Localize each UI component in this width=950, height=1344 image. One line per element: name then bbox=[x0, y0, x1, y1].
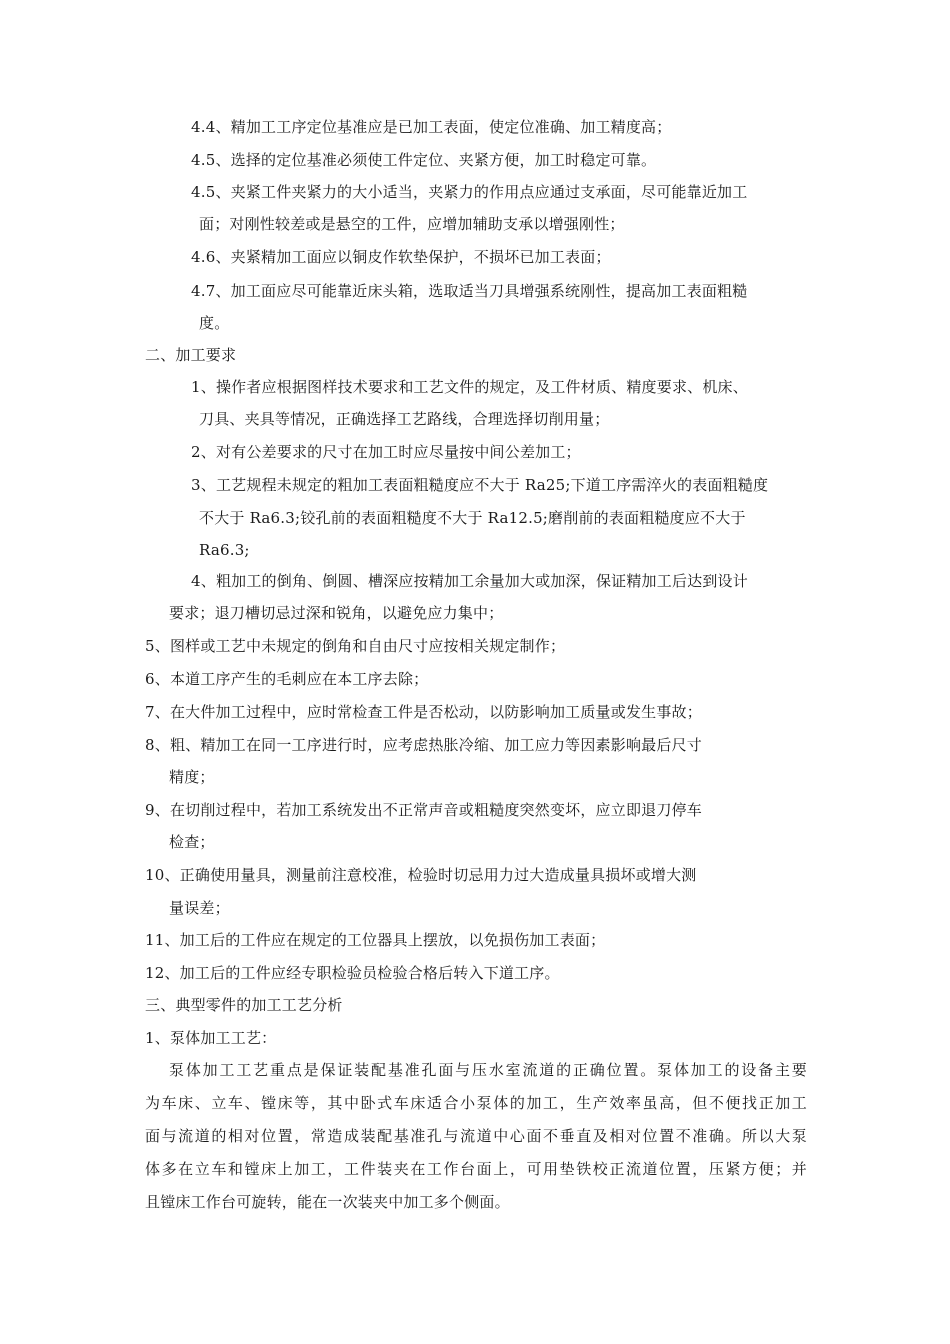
s2-item-7: 7、在大件加工过程中，应时常检查工件是否松动，以防影响加工质量或发生事故； bbox=[145, 703, 702, 721]
item-4-4: 4.4、精加工工序定位基准应是已加工表面，使定位准确、加工精度高； bbox=[191, 118, 672, 136]
s2-item-8: 8、粗、精加工在同一工序进行时，应考虑热胀冷缩、加工应力等因素影响最后尺寸 bbox=[145, 736, 702, 754]
item-4-6: 4.6、夹紧精加工面应以铜皮作软垫保护，不损坏已加工表面； bbox=[191, 248, 611, 266]
item-4-5a: 4.5、选择的定位基准必须使工件定位、夹紧方便，加工时稳定可靠。 bbox=[191, 151, 657, 169]
s3-para-line-2: 为车床、立车、镗床等，其中卧式车床适合小泵体的加工，生产效率虽高，但不便找正加工 bbox=[145, 1094, 807, 1112]
s2-item-3-cont2: Ra6.3; bbox=[199, 541, 250, 559]
s2-item-9-cont: 检查； bbox=[169, 833, 215, 851]
s3-para-line-4: 体多在立车和镗床上加工，工件装夹在工作台面上，可用垫铁校正流道位置，压紧方便；并 bbox=[145, 1160, 807, 1178]
s2-item-6: 6、本道工序产生的毛刺应在本工序去除； bbox=[145, 670, 429, 688]
s2-item-10: 10、正确使用量具，测量前注意校准，检验时切忌用力过大造成量具损坏或增大测 bbox=[145, 866, 697, 884]
item-4-7: 4.7、加工面应尽可能靠近床头箱，选取适当刀具增强系统刚性，提高加工表面粗糙 bbox=[191, 282, 748, 300]
item-4-7-cont: 度。 bbox=[199, 314, 230, 332]
section-3-heading: 三、典型零件的加工工艺分析 bbox=[145, 996, 343, 1014]
s3-para-line-5: 且镗床工作台可旋转，能在一次装夹中加工多个侧面。 bbox=[145, 1193, 510, 1211]
s2-item-1-cont: 刀具、夹具等情况，正确选择工艺路线，合理选择切削用量； bbox=[199, 410, 610, 428]
s2-item-11: 11、加工后的工件应在规定的工位器具上摆放，以免损伤加工表面； bbox=[145, 931, 606, 949]
s2-item-3-cont1: 不大于 Ra6.3;铰孔前的表面粗糙度不大于 Ra12.5;磨削前的表面粗糙度应不大于 bbox=[199, 509, 746, 527]
section-3-sub: 1、泵体加工工艺： bbox=[145, 1029, 277, 1047]
s2-item-1: 1、操作者应根据图样技术要求和工艺文件的规定，及工件材质、精度要求、机床、 bbox=[191, 378, 748, 396]
s3-para-line-1: 泵体加工工艺重点是保证装配基准孔面与压水室流道的正确位置。泵体加工的设备主要 bbox=[169, 1061, 807, 1079]
s2-item-4: 4、粗加工的倒角、倒圆、槽深应按精加工余量加大或加深，保证精加工后达到设计 bbox=[191, 572, 748, 590]
s2-item-4-cont: 要求；退刀槽切忌过深和锐角，以避免应力集中； bbox=[169, 604, 504, 622]
item-4-5b-cont: 面；对刚性较差或是悬空的工件，应增加辅助支承以增强刚性； bbox=[199, 215, 625, 233]
s2-item-2: 2、对有公差要求的尺寸在加工时应尽量按中间公差加工； bbox=[191, 443, 581, 461]
item-4-5b: 4.5、夹紧工件夹紧力的大小适当，夹紧力的作用点应通过支承面，尽可能靠近加工 bbox=[191, 183, 748, 201]
s2-item-3: 3、工艺规程未规定的粗加工表面粗糙度应不大于 Ra25;下道工序需淬火的表面粗糙度 bbox=[191, 476, 769, 494]
section-2-heading: 二、加工要求 bbox=[145, 346, 237, 364]
s2-item-12: 12、加工后的工件应经专职检验员检验合格后转入下道工序。 bbox=[145, 964, 560, 982]
s3-para-line-3: 面与流道的相对位置，常造成装配基准孔与流道中心面不垂直及相对位置不准确。所以大泵 bbox=[145, 1127, 807, 1145]
s2-item-8-cont: 精度； bbox=[169, 768, 215, 786]
s2-item-5: 5、图样或工艺中未规定的倒角和自由尺寸应按相关规定制作； bbox=[145, 637, 566, 655]
s2-item-9: 9、在切削过程中，若加工系统发出不正常声音或粗糙度突然变坏，应立即退刀停车 bbox=[145, 801, 702, 819]
s2-item-10-cont: 量误差； bbox=[169, 899, 230, 917]
